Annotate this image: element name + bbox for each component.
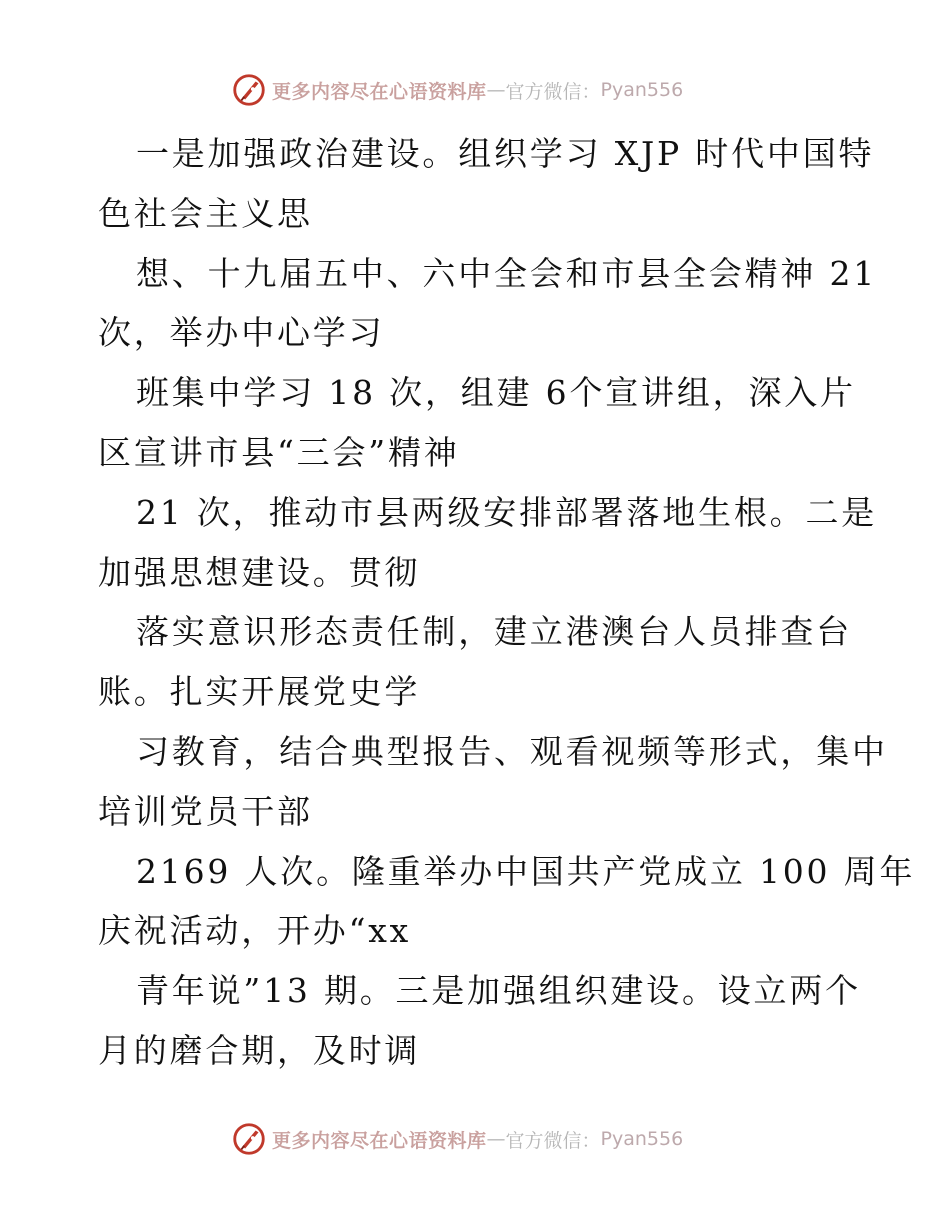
header-wechat-id: Pyan556: [600, 79, 684, 101]
text-line: 培训党员干部: [98, 791, 313, 831]
text-line: 落实意识形态责任制，建立港澳台人员排查台: [136, 612, 852, 652]
text-line: 账。扎实开展党史学: [98, 672, 421, 712]
text-line: 庆祝活动，开办“xx: [98, 911, 412, 951]
text-line: 习教育，结合典型报告、观看视频等形式，集中: [136, 731, 888, 771]
text-line: 想、十九届五中、六中全会和市县全会精神 21: [136, 253, 878, 293]
text-line: 区宣讲市县“三会”精神: [98, 432, 460, 472]
text-line: 21 次，推动市县两级安排部署落地生根。二是: [136, 492, 878, 532]
text-line: 青年说”13 期。三是加强组织建设。设立两个: [136, 971, 861, 1011]
text-line: 加强思想建设。贯彻: [98, 552, 421, 592]
text-line: 2169 人次。隆重举办中国共产党成立 100 周年: [136, 851, 916, 891]
header-site-name: 更多内容尽在心语资料库: [272, 80, 487, 103]
text-line: 月的磨合期，及时调: [98, 1030, 421, 1070]
footer-wechat-label: 官方微信：: [505, 1129, 601, 1152]
text-line: 色社会主义思: [98, 193, 313, 233]
footer-dash: —: [486, 1128, 506, 1150]
footer-wechat-id: Pyan556: [600, 1128, 684, 1150]
footer-watermark: [230, 1119, 750, 1159]
header-wechat-label: 官方微信：: [505, 80, 601, 103]
quill-logo-icon: [230, 71, 268, 109]
quill-logo-icon: [230, 1120, 268, 1158]
header-watermark: [230, 70, 750, 110]
text-line: 次，举办中心学习: [98, 313, 385, 353]
header-dash: —: [486, 79, 506, 101]
text-line: 一是加强政治建设。组织学习 XJP 时代中国特: [136, 134, 875, 173]
footer-site-name: 更多内容尽在心语资料库: [272, 1129, 487, 1152]
body-text: [98, 124, 916, 1081]
text-line: 班集中学习 18 次，组建 6个宣讲组，深入片: [136, 373, 856, 413]
